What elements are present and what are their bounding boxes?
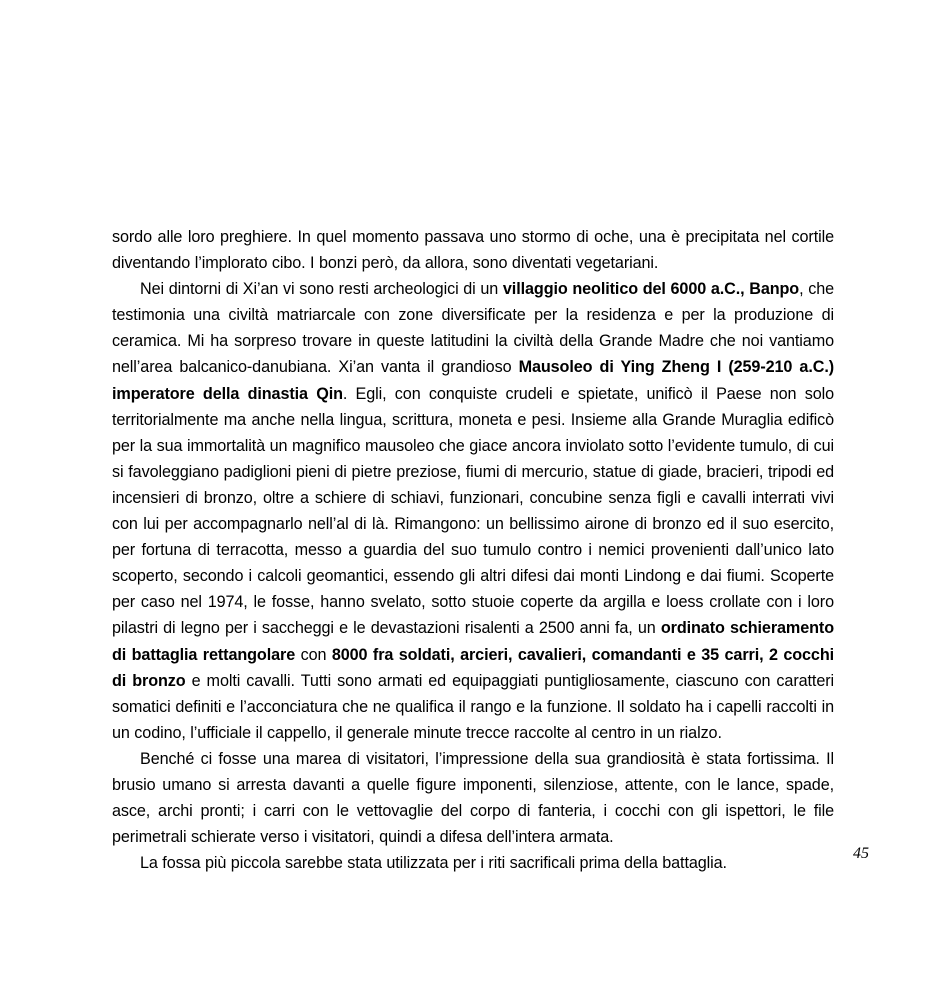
text-run: Nei dintorni di Xi’an vi sono resti archeologici di un (140, 280, 503, 299)
text-run: con (295, 645, 332, 664)
text-run: Benché ci fosse una marea di visitatori, l’impressione della sua grandiosità è stata fortissima. Il brusio umano si arresta davanti a quelle figure imponenti, silenziose, attente, con le lance, spade, asce, archi pronti; i carri con le vettovaglie del corpo di fanteria, i cocchi con gli ispettori, le file perimetrali schierate verso i visitatori, quindi a difesa dell’intera armata. (112, 749, 834, 847)
page-number: 45 (853, 845, 869, 862)
paragraph (112, 746, 834, 850)
bold-run: 8000 fra soldati, arcieri, cavalieri, comandanti e 35 carri, 2 cocchi di bronzo (112, 645, 835, 690)
paragraph (112, 276, 834, 746)
bold-run: villaggio neolitico del 6000 a.C., Banpo (502, 280, 800, 299)
bold-run: Mausoleo di Ying Zheng I (259-210 a.C.) imperatore della dinastia Qin (112, 358, 835, 403)
paragraph (112, 850, 834, 876)
text-run: , che testimonia una civiltà matriarcale con zone diversificate per la residenza e per la produzione di ceramica. Mi ha sorpreso trovare in queste latitudini la civiltà della Grande Madre che noi vantiamo nell’area balcanico-danubiana. Xi’an vanta il grandioso (112, 280, 834, 377)
text-run: . Egli, con conquiste crudeli e spietate, unificò il Paese non solo territorialmente ma anche nella lingua, scrittura, moneta e pesi. Insieme alla Grande Muraglia edificò per la sua immortalità un magnifico mausoleo che giace ancora inviolato sotto l’evidente tumulo, di cui si favoleggiano padiglioni pieni di pietre preziose, fiumi di mercurio, statue di giade, bracieri, tripodi ed incensieri di bronzo, oltre a schiere di schiavi, funzionari, concubine senza figli e cavalli interrati vivi con lui per accompagnarlo nell’al di là. Rimangono: un bellissimo airone di bronzo ed il suo esercito, per fortuna di terracotta, messo a guardia del suo tumulo contro i nemici provenienti dall’unico lato scoperto, secondo i calcoli geomantici, essendo gli altri difesi dai monti Lindong e dai fiumi. Scoperte per caso nel 1974, le fosse, hanno svelato, sotto stuoie coperte da argilla e loess crollate con i loro pilastri di legno per i saccheggi e le devastazioni risalenti a 2500 anni fa, un (112, 384, 834, 638)
body-text-column (112, 224, 834, 876)
paragraph (112, 224, 834, 276)
text-run: La fossa più piccola sarebbe stata utilizzata per i riti sacrificali prima della battaglia. (140, 854, 727, 873)
text-run: sordo alle loro preghiere. In quel momento passava uno stormo di oche, una è precipitata nel cortile diventando l’implorato cibo. I bonzi però, da allora, sono diventati vegetariani. (112, 228, 834, 273)
bold-run: ordinato schieramento di battaglia rettangolare (112, 619, 834, 664)
text-run: e molti cavalli. Tutti sono armati ed equipaggiati puntigliosamente, ciascuno con caratteri somatici definiti e l’acconciatura che ne qualifica il rango e la funzione. Il soldato ha i capelli raccolti in un codino, l’ufficiale il cappello, il generale minute trecce raccolte al centro in un rialzo. (112, 671, 835, 742)
